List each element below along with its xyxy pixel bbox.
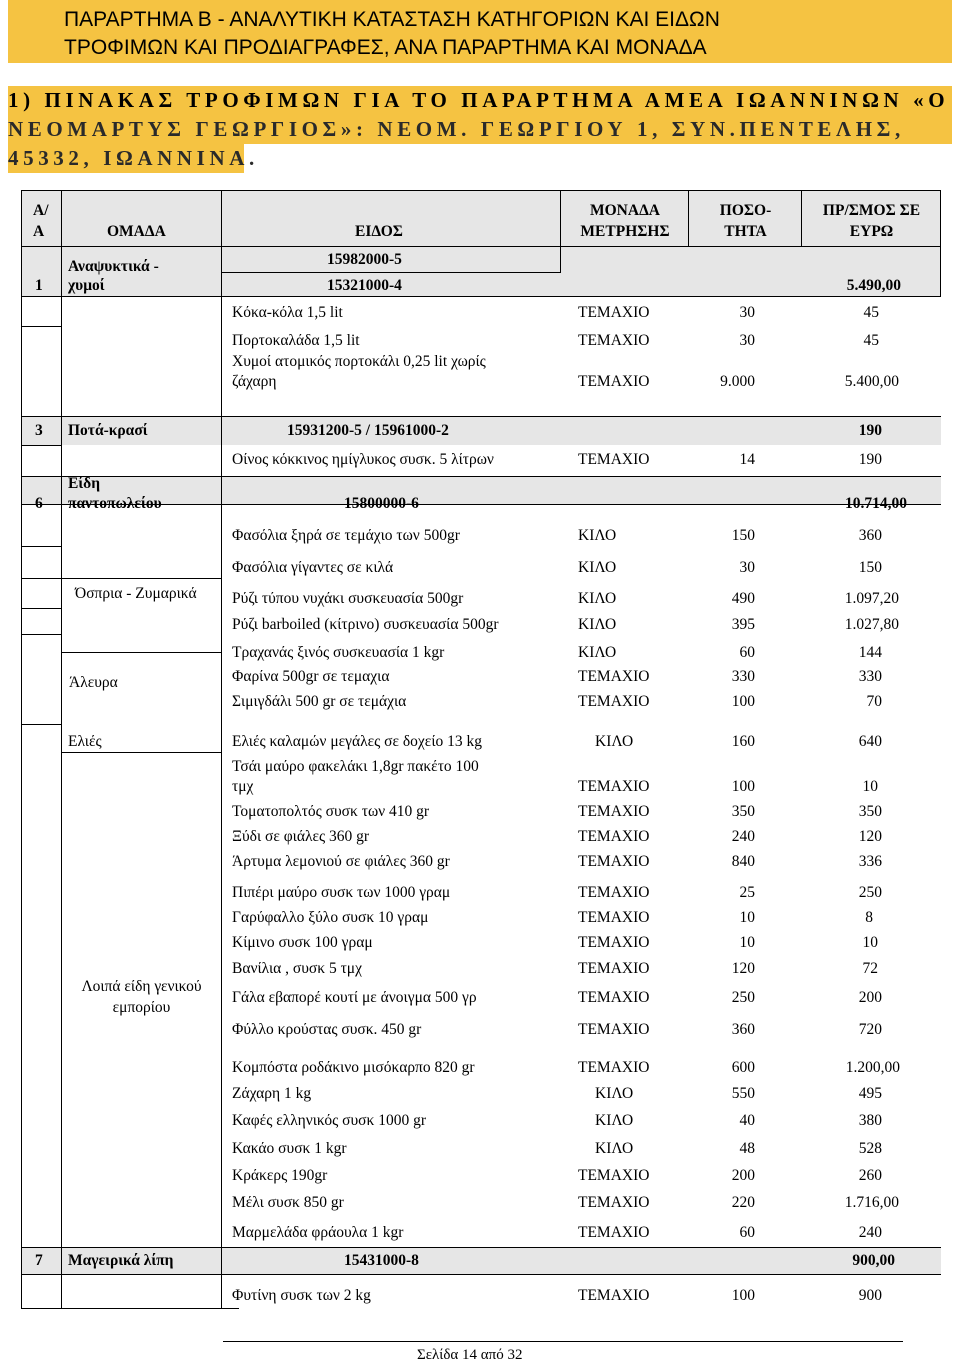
group3-total: 190 [858, 422, 882, 439]
row-qty: 100 [731, 693, 755, 710]
row-item: Φασόλια ξηρά σε τεμάχιο των 500gr [232, 527, 460, 544]
subgroup-olives: Ελιές [68, 733, 102, 750]
row-unit: ΤΕΜΑΧΙΟ [578, 960, 650, 977]
header-unit-1: ΜΟΝΑΔΑ [590, 202, 660, 219]
row-item: Μαρμελάδα φράουλα 1 kgr [232, 1224, 404, 1241]
group6-name-1: Είδη [68, 475, 100, 492]
row-item: Καφές ελληνικός συσκ 1000 gr [232, 1112, 426, 1129]
row-qty: 40 [739, 1112, 755, 1129]
row-unit: ΤΕΜΑΧΙΟ [578, 304, 650, 321]
row-item: Χυμοί ατομικός πορτοκάλι 0,25 lit χωρίς [232, 353, 486, 370]
section-title-line3: 45332, ΙΩΑΝΝΙΝΑ. [8, 146, 259, 170]
group6-total: 10.714,00 [845, 495, 907, 512]
row-unit: ΤΕΜΑΧΙΟ [578, 1224, 650, 1241]
row-qty: 48 [739, 1140, 755, 1157]
row-qty: 220 [731, 1194, 755, 1211]
row-price: 336 [858, 853, 882, 870]
group1-code-1: 15982000-5 [327, 251, 402, 268]
group7-number: 7 [35, 1252, 43, 1269]
page-number: Σελίδα 14 από 32 [417, 1347, 523, 1363]
row-unit: ΤΕΜΑΧΙΟ [578, 778, 650, 795]
row-unit: ΤΕΜΑΧΙΟ [578, 884, 650, 901]
row-price: 45 [863, 304, 879, 321]
row-unit: ΤΕΜΑΧΙΟ [578, 668, 650, 685]
row-price: 72 [862, 960, 878, 977]
header-qty-2: ΤΗΤΑ [724, 223, 767, 240]
header-item: ΕΙΔΟΣ [355, 223, 403, 240]
header-price-1: ΠΡ/ΣΜΟΣ ΣΕ [822, 202, 921, 219]
row-price: 200 [858, 989, 882, 1006]
row-qty: 60 [739, 1224, 755, 1241]
row-price: 120 [858, 828, 882, 845]
row-unit: ΤΕΜΑΧΙΟ [578, 1021, 650, 1038]
row-unit: ΤΕΜΑΧΙΟ [578, 451, 650, 468]
subgroup-other-2: εμπορίου [112, 999, 171, 1016]
group3-name: Ποτά-κρασί [68, 422, 148, 439]
row-item: Κομπόστα ροδάκινο μισόκαρπο 820 gr [232, 1059, 475, 1076]
row-item: Ελιές καλαμών μεγάλες σε δοχείο 13 kg [232, 733, 482, 750]
row-qty: 360 [731, 1021, 755, 1038]
row-unit: ΚΙΛΟ [578, 527, 617, 544]
row-qty: 14 [739, 451, 755, 468]
row-price: 190 [858, 451, 882, 468]
row-unit: ΚΙΛΟ [578, 644, 617, 661]
row-unit: ΤΕΜΑΧΙΟ [578, 373, 650, 390]
row-price: 250 [858, 884, 882, 901]
row-qty: 240 [731, 828, 755, 845]
group1-name-1: Αναψυκτικά - [68, 258, 159, 275]
row-qty: 600 [731, 1059, 755, 1076]
group6-code: 15800000-6 [344, 495, 419, 512]
row-qty: 30 [739, 304, 755, 321]
row-unit: ΚΙΛΟ [595, 1140, 634, 1157]
row-qty: 30 [739, 332, 755, 349]
row-item: Πορτοκαλάδα 1,5 lit [232, 332, 360, 349]
row-item-cont: ζάχαρη [232, 373, 277, 390]
row-item-cont: τμχ [232, 778, 254, 795]
row-price: 144 [858, 644, 882, 661]
row-qty: 30 [739, 559, 755, 576]
row-unit: ΚΙΛΟ [578, 559, 617, 576]
row-price: 8 [865, 909, 873, 926]
header-unit-2: ΜΕΤΡΗΣΗΣ [580, 223, 670, 240]
header-price-2: ΕΥΡΩ [849, 223, 894, 240]
row-item: Τσάι μαύρο φακελάκι 1,8gr πακέτο 100 [232, 758, 479, 775]
row-unit: ΚΙΛΟ [578, 616, 617, 633]
annex-title-line2: ΤΡΟΦΙΜΩΝ ΚΑΙ ΠΡΟΔΙΑΓΡΑΦΕΣ, ΑΝΑ ΠΑΡΑΡΤΗΜΑ ΚΑΙ ΜΟΝΑΔΑ [64, 36, 707, 59]
row-price: 260 [858, 1167, 882, 1184]
subgroup-flours: Άλευρα [69, 674, 118, 691]
row-price: 330 [858, 668, 882, 685]
row-qty: 840 [731, 853, 755, 870]
row-qty: 200 [731, 1167, 755, 1184]
row-qty: 490 [731, 590, 755, 607]
row-qty: 330 [731, 668, 755, 685]
row-price: 495 [858, 1085, 882, 1102]
row-item: Ρύζι τύπου νυχάκι συσκευασία 500gr [232, 590, 464, 607]
header-aa-2: Α [33, 223, 45, 240]
row-item: Φυτίνη συσκ των 2 kg [232, 1287, 371, 1304]
food-items-table [21, 190, 941, 1309]
row-item: Φαρίνα 500gr σε τεμαχια [232, 668, 390, 685]
row-qty: 10 [739, 909, 755, 926]
group7-total: 900,00 [852, 1252, 895, 1269]
row-item: Ξύδι σε φιάλες 360 gr [232, 828, 370, 845]
row-item: Οίνος κόκκινος ημίγλυκος συσκ. 5 λίτρων [232, 451, 494, 468]
row-price: 45 [863, 332, 879, 349]
header-group: ΟΜΑΔΑ [107, 223, 166, 240]
group1-code-2: 15321000-4 [327, 277, 402, 294]
row-price: 1.200,00 [845, 1059, 900, 1076]
row-price: 70 [866, 693, 882, 710]
group1-total: 5.490,00 [846, 277, 901, 294]
row-item: Φασόλια γίγαντες σε κιλά [232, 559, 394, 576]
row-qty: 250 [731, 989, 755, 1006]
header-qty-1: ΠΟΣΟ- [719, 202, 772, 219]
header-aa-1: Α/ [33, 202, 49, 219]
row-unit: ΚΙΛΟ [595, 733, 634, 750]
row-qty: 25 [739, 884, 755, 901]
row-unit: ΤΕΜΑΧΙΟ [578, 853, 650, 870]
row-unit: ΤΕΜΑΧΙΟ [578, 1059, 650, 1076]
row-price: 150 [858, 559, 882, 576]
row-unit: ΤΕΜΑΧΙΟ [578, 1167, 650, 1184]
footer-divider [223, 1341, 903, 1342]
row-price: 1.027,80 [844, 616, 899, 633]
section-title-line2: ΝΕΟΜΑΡΤΥΣ ΓΕΩΡΓΙΟΣ»: ΝΕΟΜ. ΓΕΩΡΓΙΟΥ 1, ΣΥΝ.ΠΕΝΤΕΛΗΣ, [8, 117, 905, 141]
row-price: 720 [858, 1021, 882, 1038]
row-item: Ζάχαρη 1 kg [232, 1085, 312, 1102]
row-qty: 550 [731, 1085, 755, 1102]
annex-title-banner [8, 0, 952, 63]
row-qty: 160 [731, 733, 755, 750]
row-item: Γαρύφαλλο ξύλο συσκ 10 γραμ [232, 909, 429, 926]
row-unit: ΤΕΜΑΧΙΟ [578, 693, 650, 710]
row-unit: ΤΕΜΑΧΙΟ [578, 332, 650, 349]
row-item: Τραχανάς ξινός συσκευασία 1 kgr [232, 644, 445, 661]
row-unit: ΤΕΜΑΧΙΟ [578, 1287, 650, 1304]
row-qty: 120 [731, 960, 755, 977]
row-price: 350 [858, 803, 882, 820]
row-qty: 150 [731, 527, 755, 544]
subgroup-legumes-pasta: Όσπρια - Ζυμαρικά [75, 585, 197, 602]
row-item: Γάλα εβαπορέ κουτί με άνοιγμα 500 γρ [232, 989, 477, 1006]
row-item: Κράκερς 190gr [232, 1167, 328, 1184]
row-unit: ΚΙΛΟ [595, 1112, 634, 1129]
row-qty: 100 [731, 778, 755, 795]
row-unit: ΤΕΜΑΧΙΟ [578, 909, 650, 926]
row-unit: ΤΕΜΑΧΙΟ [578, 1194, 650, 1211]
row-qty: 350 [731, 803, 755, 820]
row-unit: ΤΕΜΑΧΙΟ [578, 803, 650, 820]
row-qty: 9.000 [720, 373, 755, 390]
group7-name: Μαγειρικά λίπη [68, 1252, 174, 1269]
row-price: 380 [858, 1112, 882, 1129]
subgroup-other-1: Λοιπά είδη γενικού [81, 978, 202, 995]
row-qty: 60 [739, 644, 755, 661]
row-item: Άρτυμα λεμονιού σε φιάλες 360 gr [232, 853, 450, 870]
row-item: Τοματοπολτός συσκ των 410 gr [232, 803, 430, 820]
row-item: Ρύζι barboiled (κίτρινο) συσκευασία 500gr [232, 616, 499, 633]
row-price: 360 [858, 527, 882, 544]
row-price: 1.097,20 [844, 590, 899, 607]
row-unit: ΤΕΜΑΧΙΟ [578, 828, 650, 845]
group3-number: 3 [35, 422, 43, 439]
group6-number: 6 [35, 495, 43, 512]
row-qty: 395 [731, 616, 755, 633]
row-unit: ΚΙΛΟ [578, 590, 617, 607]
row-item: Κακάο συσκ 1 kgr [232, 1140, 347, 1157]
row-item: Μέλι συσκ 850 gr [232, 1194, 344, 1211]
group1-number: 1 [35, 277, 43, 294]
row-item: Φύλλο κρούστας συσκ. 450 gr [232, 1021, 422, 1038]
group6-name-2: παντοπωλείου [68, 495, 162, 512]
row-price: 640 [858, 733, 882, 750]
row-unit: ΤΕΜΑΧΙΟ [578, 989, 650, 1006]
row-price: 900 [858, 1287, 882, 1304]
group3-code: 15931200-5 / 15961000-2 [287, 422, 449, 439]
row-price: 10 [862, 778, 878, 795]
row-qty: 100 [731, 1287, 755, 1304]
row-item: Κίμινο συσκ 100 γραμ [232, 934, 373, 951]
row-unit: ΤΕΜΑΧΙΟ [578, 934, 650, 951]
row-price: 1.716,00 [844, 1194, 899, 1211]
row-price: 240 [858, 1224, 882, 1241]
row-price: 5.400,00 [844, 373, 899, 390]
row-item: Κόκα-κόλα 1,5 lit [232, 304, 343, 321]
row-price: 10 [862, 934, 878, 951]
row-price: 528 [858, 1140, 882, 1157]
group7-code: 15431000-8 [344, 1252, 419, 1269]
row-item: Βανίλια , συσκ 5 τμχ [232, 960, 362, 977]
row-item: Σιμιγδάλι 500 gr σε τεμάχια [232, 693, 407, 710]
row-unit: ΚΙΛΟ [595, 1085, 634, 1102]
annex-title-line1: ΠΑΡΑΡΤΗΜΑ Β - ΑΝΑΛΥΤΙΚΗ ΚΑΤΑΣΤΑΣΗ ΚΑΤΗΓΟΡΙΩΝ ΚΑΙ ΕΙΔΩΝ [64, 8, 720, 31]
group1-name-2: χυμοί [68, 277, 105, 294]
row-qty: 10 [739, 934, 755, 951]
row-item: Πιπέρι μαύρο συσκ των 1000 γραμ [232, 884, 451, 901]
section-title-line1: 1) ΠΙΝΑΚΑΣ ΤΡΟΦΙΜΩΝ ΓΙΑ ΤΟ ΠΑΡΑΡΤΗΜΑ ΑΜΕΑ ΙΩΑΝΝΙΝΩΝ «Ο [8, 88, 950, 112]
